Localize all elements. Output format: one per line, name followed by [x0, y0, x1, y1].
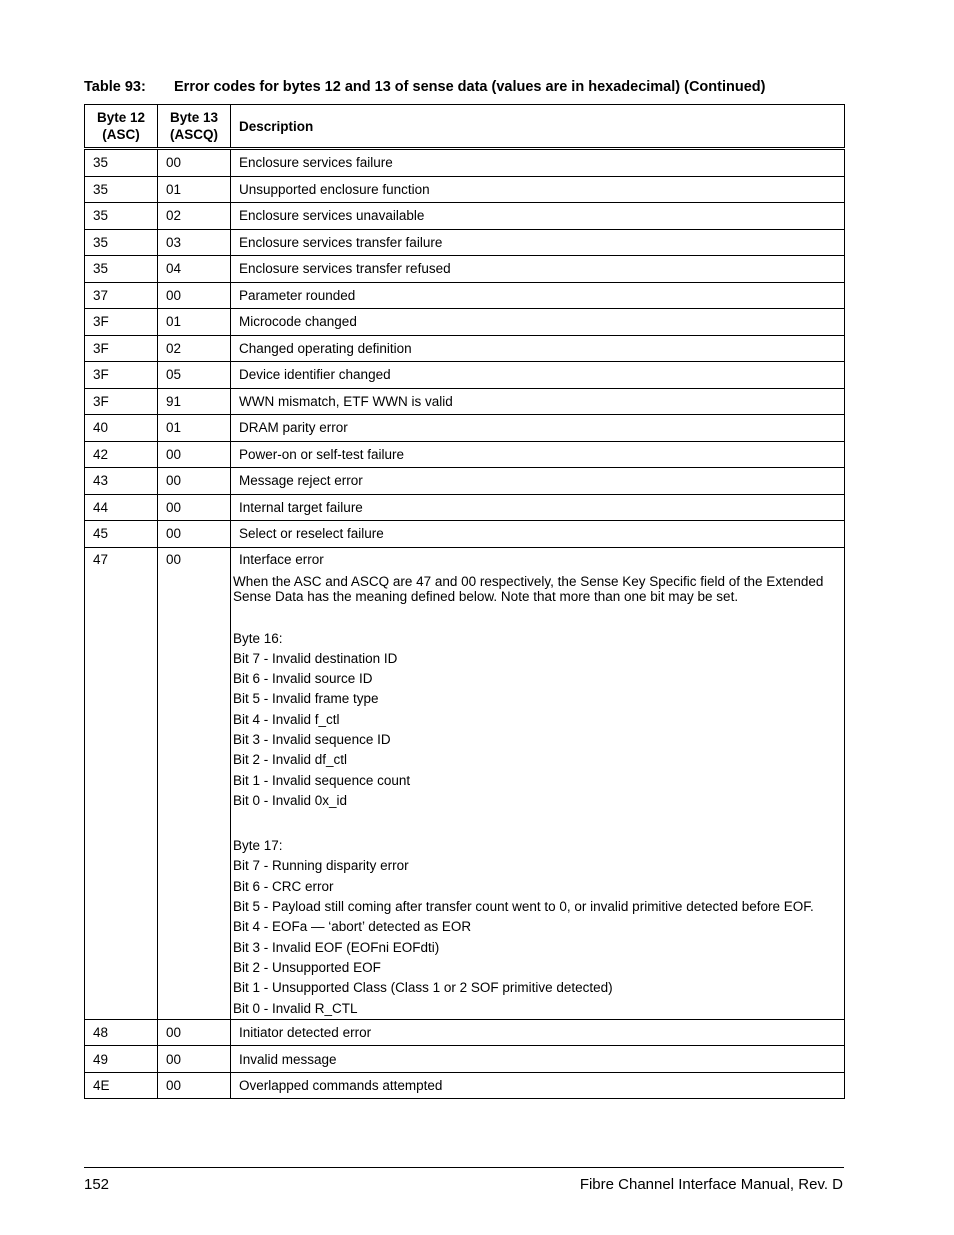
asc-cell: 35	[85, 149, 158, 177]
asc-cell: 40	[85, 415, 158, 442]
page-number: 152	[84, 1176, 110, 1193]
byte17-bit: Bit 6 - CRC error	[233, 878, 334, 894]
description-cell: Microcode changed	[231, 309, 845, 336]
description-cell: Internal target failure	[231, 494, 845, 521]
description-cell: Parameter rounded	[231, 282, 845, 309]
ascq-cell: 00	[158, 468, 231, 495]
asc-cell: 47	[85, 547, 158, 1019]
asc-cell: 49	[85, 1046, 158, 1073]
description-cell: Invalid message	[231, 1046, 845, 1073]
description-cell: Message reject error	[231, 468, 845, 495]
ascq-cell: 01	[158, 309, 231, 336]
header-asc-line2: (ASC)	[102, 127, 140, 142]
table-row	[85, 468, 845, 495]
table-row	[85, 521, 845, 548]
header-description: Description	[231, 105, 845, 149]
byte17-bit: Bit 5 - Payload still coming after transfer count went to 0, or invalid primitive detected before EOF.	[233, 899, 814, 915]
table-caption	[84, 79, 844, 95]
header-ascq-line2: (ASCQ)	[170, 127, 218, 142]
asc-cell: 35	[85, 229, 158, 256]
description-cell: Enclosure services transfer refused	[231, 256, 845, 283]
table-row-interface-error	[85, 547, 845, 1019]
header-asc-line1: Byte 12	[96, 110, 146, 125]
asc-cell: 3F	[85, 309, 158, 336]
table-row	[85, 335, 845, 362]
ascq-cell: 04	[158, 256, 231, 283]
bit-definitions	[233, 604, 844, 1019]
table-title: Error codes for bytes 12 and 13 of sense data (values are in hexadecimal) (Continued)	[174, 79, 766, 95]
asc-cell: 3F	[85, 362, 158, 389]
header-asc	[85, 105, 158, 149]
byte17-bit: Bit 4 - EOFa — ‘abort’ detected as EOR	[233, 919, 472, 935]
ascq-cell: 00	[158, 494, 231, 521]
asc-cell: 44	[85, 494, 158, 521]
description-cell: Select or reselect failure	[231, 521, 845, 548]
asc-cell: 43	[85, 468, 158, 495]
asc-cell: 3F	[85, 335, 158, 362]
table-row	[85, 1072, 845, 1099]
description-cell: Enclosure services failure	[231, 149, 845, 177]
ascq-cell: 00	[158, 547, 231, 1019]
byte17-bit: Bit 1 - Unsupported Class (Class 1 or 2 SOF primitive detected)	[233, 980, 613, 996]
ascq-cell: 02	[158, 203, 231, 230]
table-row	[85, 149, 845, 177]
ascq-cell: 00	[158, 282, 231, 309]
error-codes-table	[84, 104, 845, 1099]
table-row	[85, 1046, 845, 1073]
ascq-cell: 05	[158, 362, 231, 389]
asc-cell: 4E	[85, 1072, 158, 1099]
byte17-bit: Bit 0 - Invalid R_CTL	[233, 1000, 358, 1016]
asc-cell: 45	[85, 521, 158, 548]
ascq-cell: 01	[158, 415, 231, 442]
byte17-bit: Bit 2 - Unsupported EOF	[233, 959, 381, 975]
ascq-cell: 01	[158, 176, 231, 203]
asc-cell: 35	[85, 203, 158, 230]
description-cell: Overlapped commands attempted	[231, 1072, 845, 1099]
byte16-bit: Bit 7 - Invalid destination ID	[233, 650, 398, 666]
footer-divider	[84, 1167, 844, 1168]
description-cell: Initiator detected error	[231, 1019, 845, 1046]
description-cell: Enclosure services unavailable	[231, 203, 845, 230]
description-cell: Enclosure services transfer failure	[231, 229, 845, 256]
document-title: Fibre Channel Interface Manual, Rev. D	[579, 1176, 843, 1193]
table-row	[85, 309, 845, 336]
ascq-cell: 00	[158, 521, 231, 548]
ascq-cell: 00	[158, 1046, 231, 1073]
asc-cell: 37	[85, 282, 158, 309]
byte16-bit: Bit 3 - Invalid sequence ID	[233, 731, 391, 747]
byte17-bit: Bit 3 - Invalid EOF (EOFni EOFdti)	[233, 939, 440, 955]
description-cell: Power-on or self-test failure	[231, 441, 845, 468]
table-row	[85, 1019, 845, 1046]
byte16-label: Byte 16:	[233, 630, 283, 646]
table-row	[85, 415, 845, 442]
interface-error-label: Interface error	[239, 551, 324, 567]
table-row	[85, 229, 845, 256]
description-cell: DRAM parity error	[231, 415, 845, 442]
ascq-cell: 00	[158, 1019, 231, 1046]
ascq-cell: 00	[158, 1072, 231, 1099]
header-ascq-line1: Byte 13	[169, 110, 219, 125]
description-cell: Unsupported enclosure function	[231, 176, 845, 203]
interface-error-note: When the ASC and ASCQ are 47 and 00 respectively, the Sense Key Specific field of the Extended Sense Data has the meaning defined below. Note that more than one bit may be set.	[233, 573, 824, 604]
ascq-cell: 00	[158, 149, 231, 177]
ascq-cell: 02	[158, 335, 231, 362]
spacer	[233, 604, 844, 629]
description-cell	[231, 547, 845, 1019]
table-row	[85, 203, 845, 230]
table-body	[85, 149, 845, 1099]
description-cell: Device identifier changed	[231, 362, 845, 389]
ascq-cell: 91	[158, 388, 231, 415]
byte16-bit: Bit 0 - Invalid 0x_id	[233, 792, 348, 808]
table-number: Table 93:	[84, 79, 146, 95]
byte17-bit: Bit 7 - Running disparity error	[233, 858, 409, 874]
asc-cell: 42	[85, 441, 158, 468]
asc-cell: 35	[85, 176, 158, 203]
table-row	[85, 176, 845, 203]
byte17-label: Byte 17:	[233, 838, 283, 854]
table-header-row	[85, 105, 845, 149]
byte16-bit: Bit 5 - Invalid frame type	[233, 691, 379, 707]
table-row	[85, 282, 845, 309]
byte16-bit: Bit 4 - Invalid f_ctl	[233, 711, 340, 727]
header-ascq	[158, 105, 231, 149]
asc-cell: 3F	[85, 388, 158, 415]
table-row	[85, 256, 845, 283]
asc-cell: 48	[85, 1019, 158, 1046]
ascq-cell: 00	[158, 441, 231, 468]
table-row	[85, 388, 845, 415]
asc-cell: 35	[85, 256, 158, 283]
spacer	[233, 811, 844, 836]
description-cell: Changed operating definition	[231, 335, 845, 362]
ascq-cell: 03	[158, 229, 231, 256]
byte16-bit: Bit 6 - Invalid source ID	[233, 671, 373, 687]
table-row	[85, 362, 845, 389]
byte16-bit: Bit 1 - Invalid sequence count	[233, 772, 411, 788]
table-row	[85, 494, 845, 521]
byte16-bit: Bit 2 - Invalid df_ctl	[233, 752, 348, 768]
description-cell: WWN mismatch, ETF WWN is valid	[231, 388, 845, 415]
table-row	[85, 441, 845, 468]
